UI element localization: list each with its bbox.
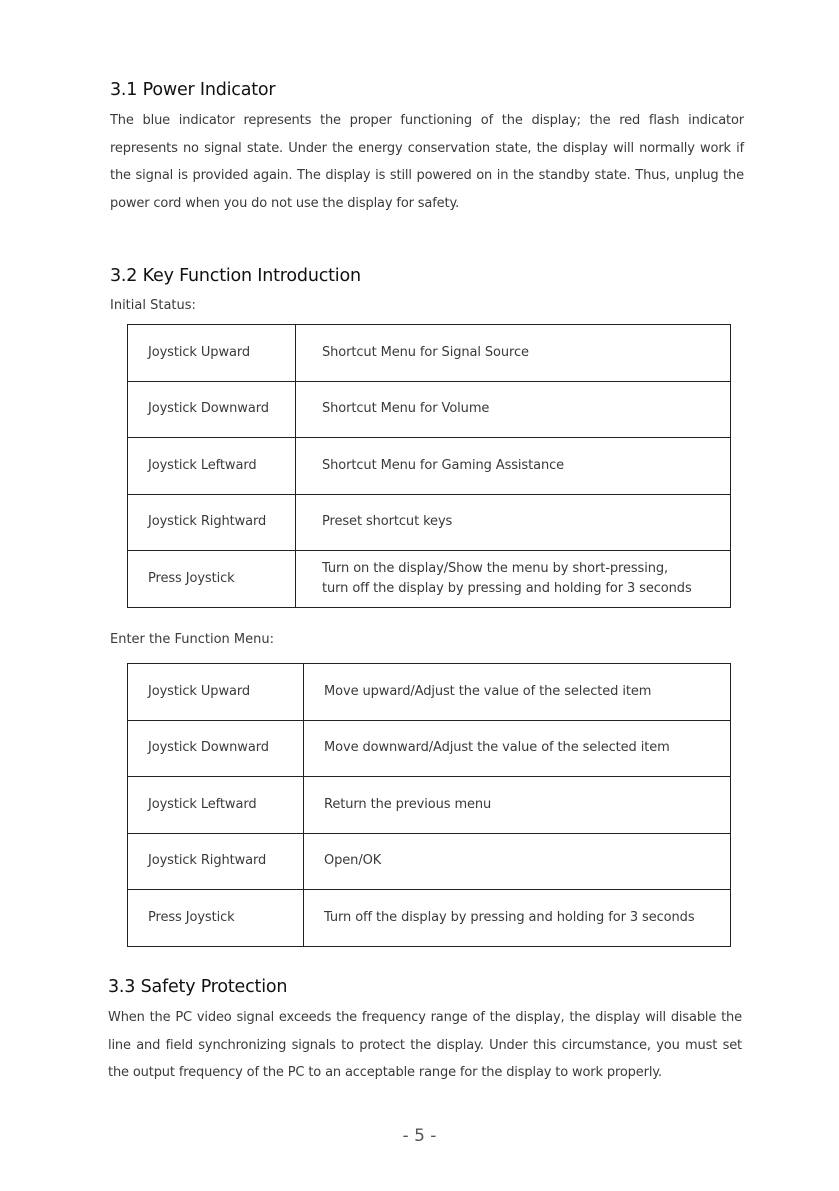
table-row bbox=[128, 833, 731, 890]
function-menu-label: Enter the Function Menu: bbox=[110, 632, 274, 647]
function-cell bbox=[296, 551, 731, 608]
function-menu-table bbox=[127, 663, 731, 947]
function-cell: Shortcut Menu for Gaming Assistance bbox=[296, 438, 731, 495]
function-cell: Move upward/Adjust the value of the selected item bbox=[304, 664, 731, 721]
function-cell: Preset shortcut keys bbox=[296, 494, 731, 551]
key-cell: Joystick Upward bbox=[128, 664, 304, 721]
table-row bbox=[128, 777, 731, 834]
table-row bbox=[128, 720, 731, 777]
key-cell: Joystick Downward bbox=[128, 381, 296, 438]
safety-protection-paragraph: When the PC video signal exceeds the frequency range of the display, the display will disable the line and field synchronizing signals to protect the display. Under this circumstance, you must set the output frequency of the PC to an acceptable range for the display to work properly. bbox=[108, 1010, 742, 1081]
table-row bbox=[128, 325, 731, 382]
table-row bbox=[128, 551, 731, 608]
function-cell-line: turn off the display by pressing and holding for 3 seconds bbox=[322, 580, 692, 596]
key-cell: Joystick Leftward bbox=[128, 438, 296, 495]
function-cell: Return the previous menu bbox=[304, 777, 731, 834]
table-row bbox=[128, 890, 731, 947]
function-cell: Move downward/Adjust the value of the selected item bbox=[304, 720, 731, 777]
key-cell: Joystick Leftward bbox=[128, 777, 304, 834]
initial-status-table bbox=[127, 324, 731, 608]
section-title-safety-protection: 3.3 Safety Protection bbox=[108, 977, 288, 997]
power-indicator-paragraph: The blue indicator represents the proper functioning of the display; the red flash indicator represents no signal state. Under the energy conservation state, the display will normally work if the signal is provided again. The display is still powered on in the standby state. Thus, unplug the power cord when you do not use the display for safety. bbox=[110, 113, 744, 212]
function-cell-line: Turn on the display/Show the menu by short-pressing, bbox=[322, 560, 669, 576]
table-row bbox=[128, 494, 731, 551]
page-number: - 5 - bbox=[402, 1126, 437, 1146]
function-cell: Shortcut Menu for Signal Source bbox=[296, 325, 731, 382]
function-cell: Open/OK bbox=[304, 833, 731, 890]
table-row bbox=[128, 664, 731, 721]
key-cell: Joystick Rightward bbox=[128, 833, 304, 890]
initial-status-label: Initial Status: bbox=[110, 298, 196, 313]
section-title-key-function: 3.2 Key Function Introduction bbox=[110, 266, 361, 286]
section-title-power-indicator: 3.1 Power Indicator bbox=[110, 80, 276, 100]
key-cell: Joystick Upward bbox=[128, 325, 296, 382]
key-cell: Joystick Rightward bbox=[128, 494, 296, 551]
table-row bbox=[128, 381, 731, 438]
key-cell: Joystick Downward bbox=[128, 720, 304, 777]
key-cell: Press Joystick bbox=[128, 890, 304, 947]
function-cell: Turn off the display by pressing and holding for 3 seconds bbox=[304, 890, 731, 947]
table-row bbox=[128, 438, 731, 495]
key-cell: Press Joystick bbox=[128, 551, 296, 608]
function-cell: Shortcut Menu for Volume bbox=[296, 381, 731, 438]
